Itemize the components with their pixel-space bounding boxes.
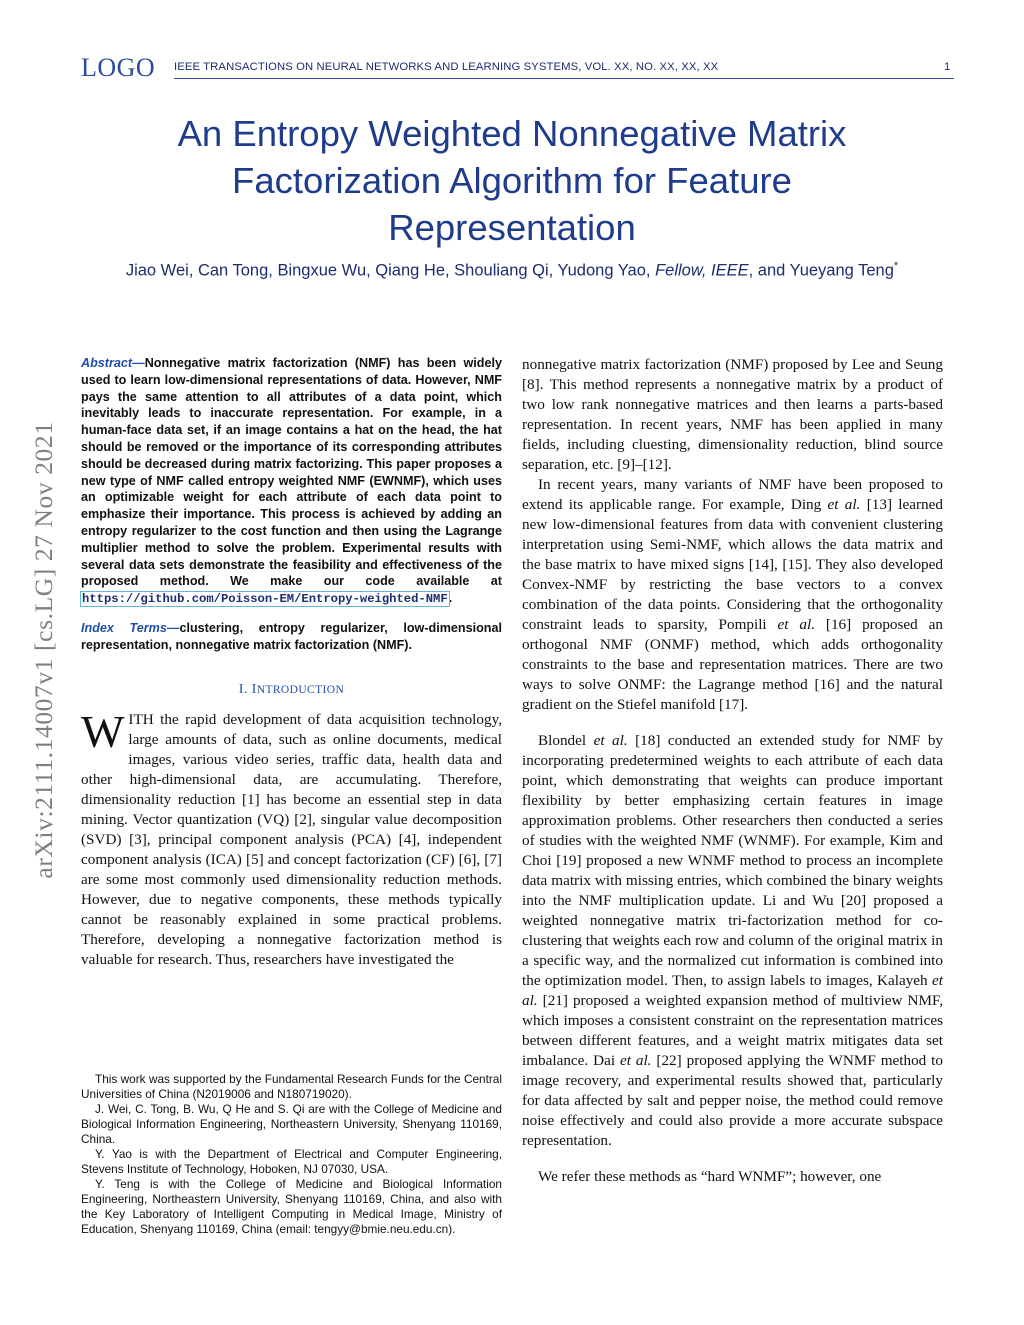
- corresponding-star: *: [893, 260, 899, 272]
- section-numeral: I.: [238, 681, 252, 697]
- p3-part-a: Blondel: [538, 732, 594, 749]
- header-rule: [174, 78, 954, 79]
- journal-logo: LOGO: [81, 53, 156, 82]
- section-title-first: I: [251, 681, 257, 697]
- title-line-3: Representation: [388, 207, 636, 248]
- author-list: [40, 260, 984, 281]
- index-terms: [81, 620, 502, 654]
- intro-text: ITH the rapid development of data acquisition technology, large amounts of data, such as online documents, medical images, various video series, traffic data, health data and other high-dimensional data, are accumulating. Therefore, dimensionality reduction [1] has become an essential step in data mining. Vector quantization (VQ) [2], singular value decomposition (SVD) [3], principal component analysis (PCA) [4], independent component analysis (ICA) [5] and concept factorization (CF) [6], [7] are some most commonly used dimensionality reduction methods. However, due to negative components, these methods typically cannot be reasonably explained in some practical problems. Therefore, developing a nonnegative factorization method is valuable for research. Thus, researchers have investigated the: [81, 710, 502, 968]
- p3-part-b: [18] conducted an extended study for NMF by incorporating predetermined weights to each attribute of each data point, which demonstrating that weights can produce important flexibility by better emphasizing certain features in image approximation problems. Other researchers then conducted a series of studies with the weighted NMF (WNMF). For example, Kim and Choi [19] proposed a new WNMF method to process an incomplete data matrix with missing entries, which combined the binary weights into the NMF multiplication update. Li and Wu [20] proposed a weighted nonnegative matrix tri-factorization method for co-clustering that weights each row and column of the original matrix in a specific way, and the normalized cut information is combined into the optimization model. Then, to assign labels to images, Kalayeh: [522, 732, 944, 989]
- running-head: IEEE TRANSACTIONS ON NEURAL NETWORKS AND LEARNING SYSTEMS, VOL. XX, NO. XX, XX, XX: [174, 61, 719, 73]
- drop-cap: W: [81, 705, 125, 757]
- author-fellow-title: Fellow, IEEE: [655, 261, 749, 280]
- p2-etal-2: et al.: [777, 616, 815, 633]
- right-column: [522, 355, 943, 1187]
- p3-part-c: [21] proposed a weighted expansion method of multiview NMF, which imposes a consistent constraint on the representation matrices between different features, and a weight matrix mitigates data set imbalance. Dai: [522, 992, 943, 1069]
- p2-part-a: In recent years, many variants of NMF have been proposed to extend its applicable range. For example, Ding: [522, 476, 943, 513]
- body-paragraph-1: nonnegative matrix factorization (NMF) proposed by Lee and Seung [8]. This method represents a nonnegative matrix by a product of two low rank nonnegative matrices and then learns a parts-based representation. In recent years, NMF has been applied in many fields, including cluesting, dimensionality reduction, blind source separation, etc. [9]–[12].: [522, 356, 943, 473]
- title-line-1: An Entropy Weighted Nonnegative Matrix: [177, 113, 847, 154]
- page-number: 1: [944, 61, 951, 73]
- code-link[interactable]: https://github.com/Poisson-EM/Entropy-weighted-NMF: [82, 592, 448, 607]
- p2-part-b: [13] learned new low-dimensional features from data with convenient clustering interpretation using Semi-NMF, which allows the data matrix and the base matrix to have mixed signs [14], [15]. They also developed Convex-NMF by restricting the base vectors to a convex combination of the data points. Considering that the orthogonality constraint leads to sparsity, Pompili: [522, 496, 943, 633]
- abstract: [81, 355, 502, 608]
- p2-part-c: [16] proposed an orthogonal NMF (ONMF) method, which adds orthogonality constraints to the base and representation matrices. There are two ways to solve ONMF: the Lagrange method [16] and the natural gradient on the Stiefel manifold [17].: [522, 616, 943, 713]
- abstract-end: .: [448, 591, 453, 606]
- footnote-affiliation-3: Y. Teng is with the College of Medicine and Biological Information Engineering, Northeastern University, Shenyang 110169, China, and also with the Key Laboratory of Intelligent Computing in Medical Image, Ministry of Education, Shenyang 110169, China (email: tengyy@bmie.neu.edu.cn).: [81, 1177, 502, 1236]
- author-names: Jiao Wei, Can Tong, Bingxue Wu, Qiang He, Shouliang Qi, Yudong Yao,: [125, 261, 656, 280]
- footnote-affiliation-2: Y. Yao is with the Department of Electrical and Computer Engineering, Stevens Institute of Technology, Hoboken, NJ 07030, USA.: [81, 1147, 502, 1176]
- footnotes: [81, 1072, 502, 1237]
- footnote-funding: This work was supported by the Fundamental Research Funds for the Central Universities of China (N2019006 and N180719020).: [81, 1072, 502, 1101]
- author-last: , and Yueyang Teng: [748, 261, 894, 280]
- abstract-label: Abstract—: [81, 356, 145, 370]
- body-paragraph-3: [522, 731, 943, 1151]
- body-paragraph-4: We refer these methods as “hard WNMF”; however, one: [538, 1168, 882, 1185]
- p3-part-d: [22] proposed applying the WNMF method to image recovery, and experimental results showed that, particularly for data affected by salt and pepper noise, the method could remove noise effectively and could also provide a more accurate subspace representation.: [522, 1052, 943, 1149]
- introduction-paragraph: [81, 705, 502, 970]
- p2-etal-1: et al.: [827, 496, 861, 513]
- p3-etal-1: et al.: [593, 732, 628, 749]
- title-line-2: Factorization Algorithm for Feature: [232, 160, 792, 201]
- index-terms-text: clustering, entropy regularizer, low-dimensional representation, nonnegative matrix factorization (NMF).: [81, 620, 502, 652]
- p3-etal-2: et al.: [522, 972, 943, 1009]
- section-title-rest: NTRODUCTION: [256, 683, 345, 696]
- p3-etal-3: et al.: [619, 1052, 652, 1069]
- left-column: [81, 355, 502, 970]
- footnote-affiliation-1: J. Wei, C. Tong, B. Wu, Q He and S. Qi are with the College of Medicine and Biological Information Engineering, Northeastern University, Shenyang 110169, China.: [81, 1102, 502, 1146]
- arxiv-stamp: arXiv:2111.14007v1 [cs.LG] 27 Nov 2021: [29, 421, 58, 879]
- index-terms-label: Index Terms—: [81, 620, 180, 635]
- abstract-text: Nonnegative matrix factorization (NMF) has been widely used to learn low-dimensional representations of data. However, NMF pays the same attention to all attributes of a data point, which inevitably leads to inaccurate representation. For example, in a human-face data set, if an image contains a hat on the head, the hat should be removed or the importance of its corresponding attributes should be decreased during matrix factorizing. This paper proposes a new type of NMF called entropy weighted NMF (EWNMF), which uses an optimizable weight for each attribute of each data point to emphasize their importance. This process is achieved by adding an entropy regularizer to the cost function and then using the Lagrange multiplier method to solve the problem. Experimental results with several data sets demonstrate the feasibility and effectiveness of the proposed method. We make our code available at: [81, 356, 502, 589]
- section-heading-introduction: [81, 682, 502, 698]
- paper-title: [100, 110, 924, 251]
- body-paragraph-2: [522, 475, 943, 715]
